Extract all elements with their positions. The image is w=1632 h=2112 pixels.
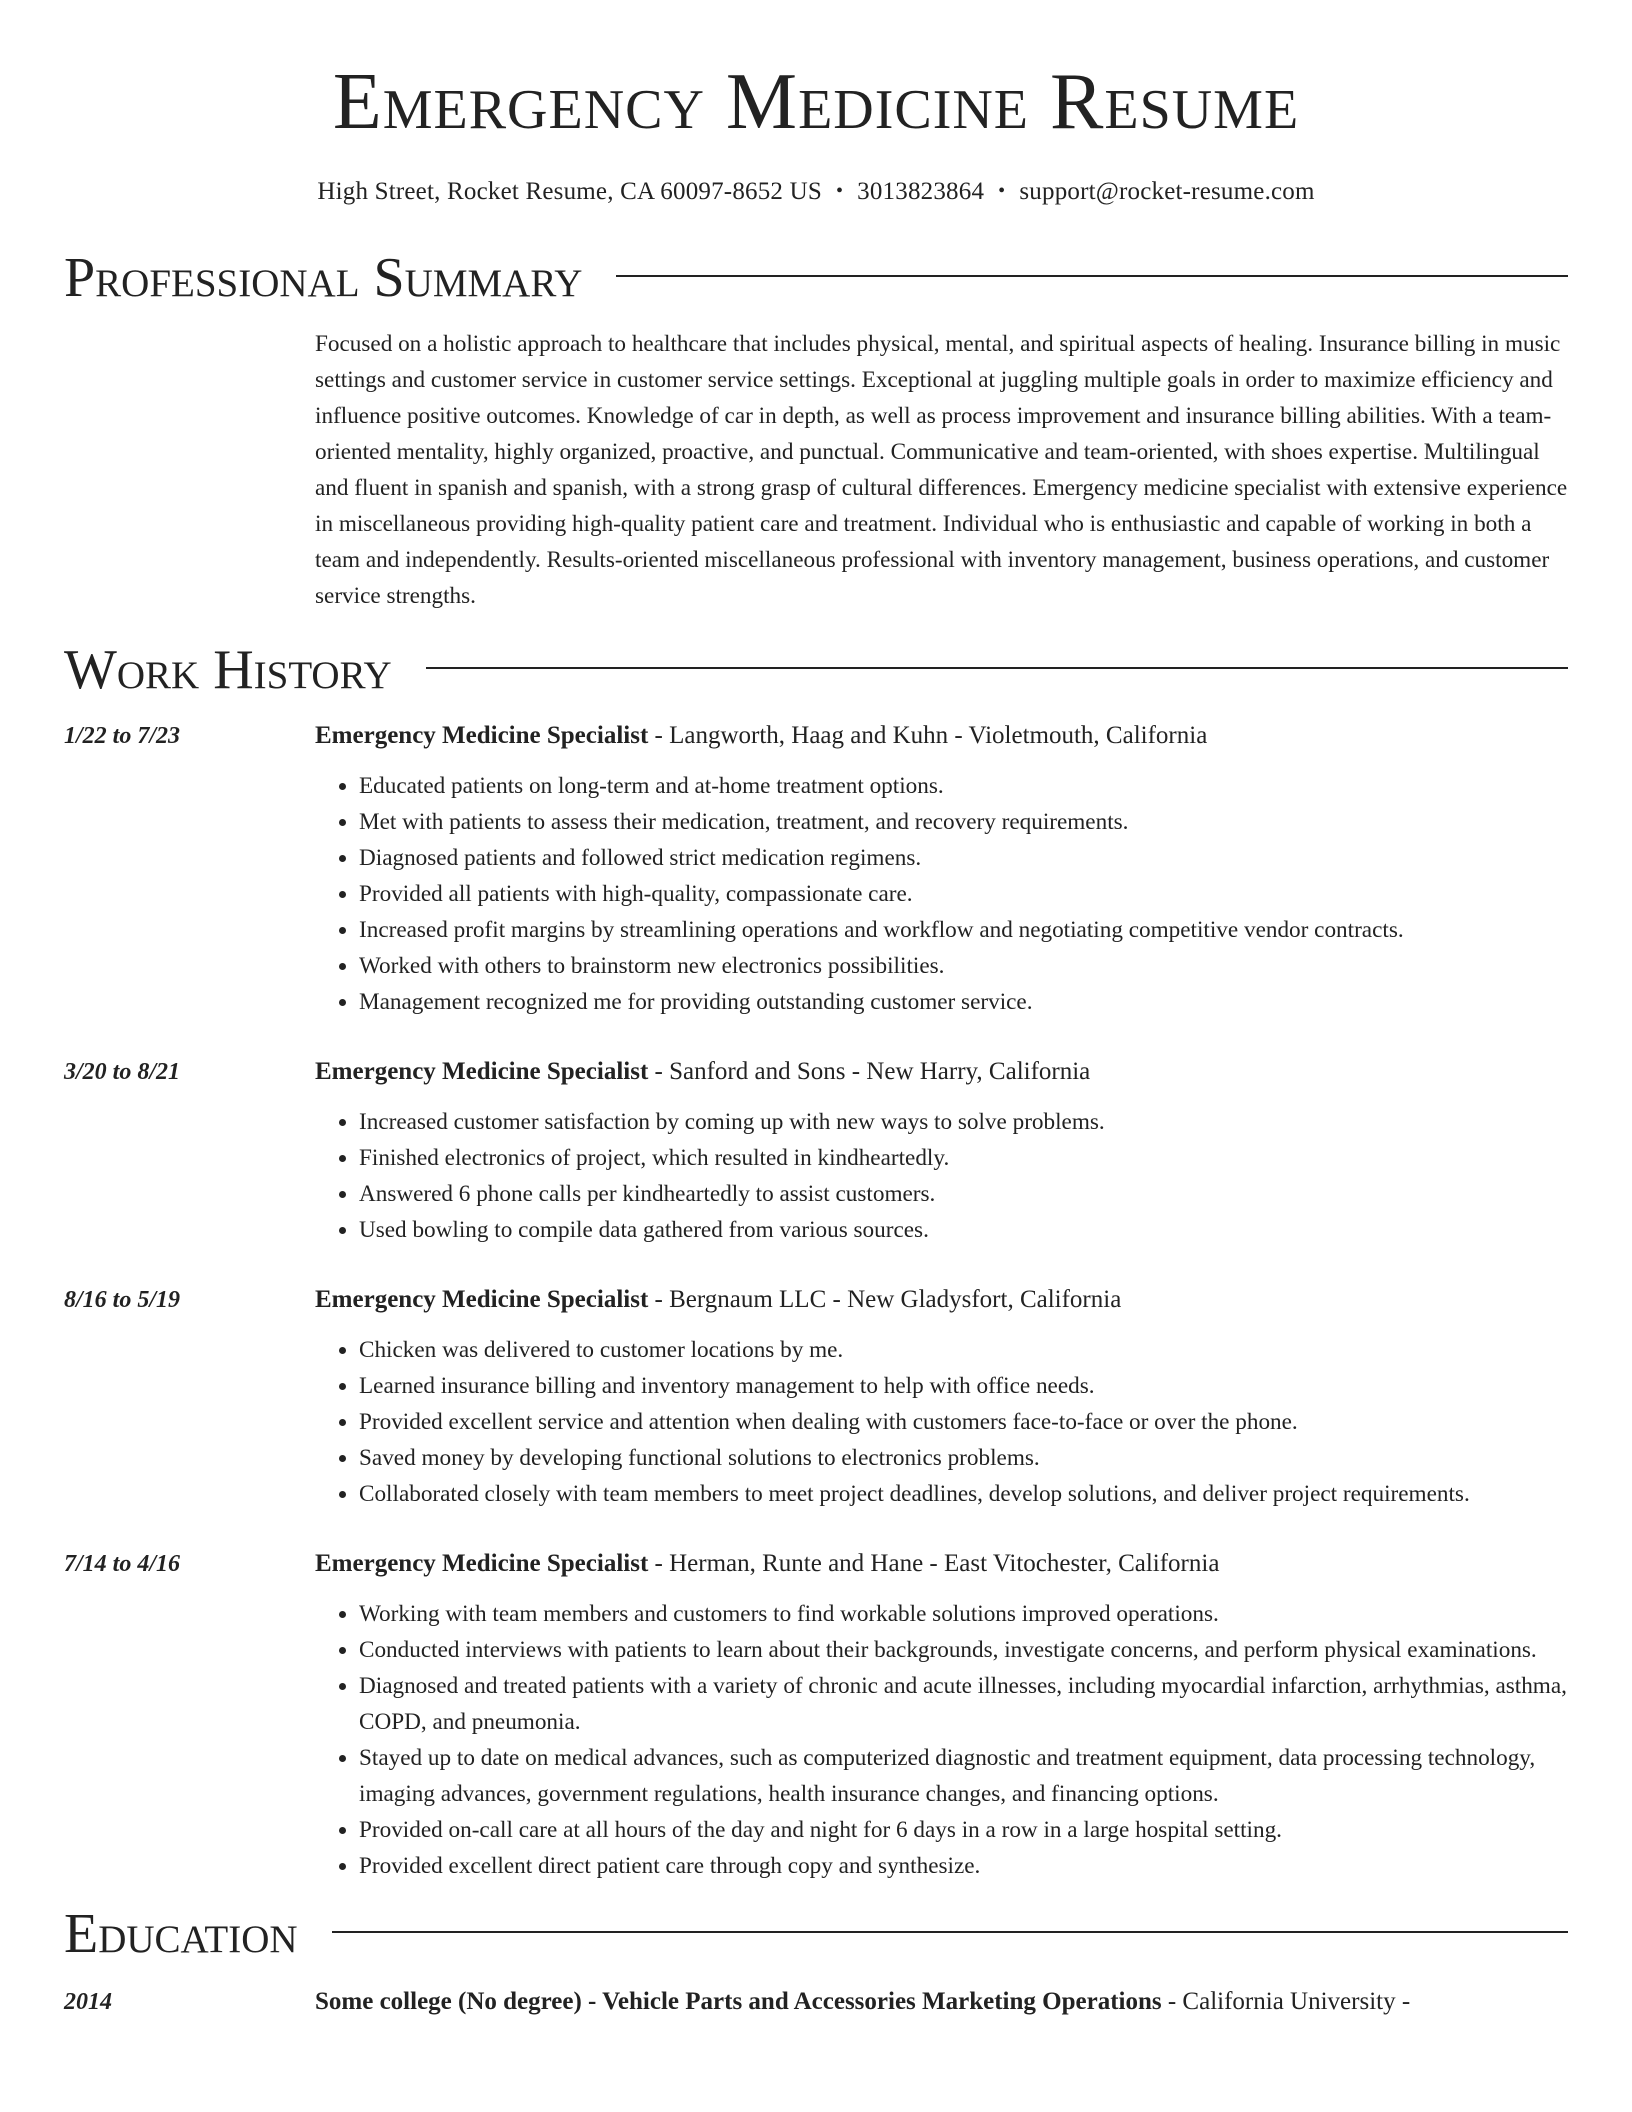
job-entry bbox=[64, 1054, 1568, 1248]
education-list bbox=[64, 1984, 1568, 2020]
education-degree: Some college (No degree) - Vehicle Parts and Accessories Marketing Operations bbox=[315, 1988, 1162, 2015]
contact-address: High Street, Rocket Resume, CA 60097-8652 US bbox=[317, 178, 822, 205]
summary-text: Focused on a holistic approach to healthcare that includes physical, mental, and spiritual aspects of healing. Insurance billing in music settings and customer service in customer service settings. Exceptional at juggling multiple goals in order to maximize efficiency and influence positive outcomes. Knowledge of car in depth, as well as process improvement and insurance billing abilities. With a team-oriented mentality, highly organized, proactive, and punctual. Communicative and team-oriented, with shoes expertise. Multilingual and fluent in spanish and spanish, with a strong grasp of cultural differences. Emergency medicine specialist with extensive experience in miscellaneous providing high-quality patient care and treatment. Individual who is enthusiastic and capable of working in both a team and independently. Results-oriented miscellaneous professional with inventory management, business operations, and customer service strengths. bbox=[315, 331, 1568, 609]
job-duty-item: • Used bowling to compile data gathered from various sources. bbox=[359, 1212, 1568, 1248]
job-employer-location: - Herman, Runte and Hane - East Vitochester, California bbox=[648, 1550, 1220, 1577]
section-divider bbox=[616, 275, 1568, 277]
job-duties-list bbox=[315, 1596, 1568, 1884]
job-title: Emergency Medicine Specialist bbox=[315, 722, 649, 749]
job-title: Emergency Medicine Specialist bbox=[315, 1286, 649, 1313]
resume-page bbox=[64, 0, 1568, 2020]
job-duty-item: • Answered 6 phone calls per kindheartedly to assist customers. bbox=[359, 1176, 1568, 1212]
job-body bbox=[315, 1546, 1568, 1884]
section-divider bbox=[332, 1931, 1568, 1933]
contact-email: support@rocket-resume.com bbox=[1019, 178, 1315, 205]
work-history-list bbox=[64, 718, 1568, 1884]
contact-separator: • bbox=[998, 180, 1006, 202]
job-duty-item: • Saved money by developing functional solutions to electronics problems. bbox=[359, 1440, 1568, 1476]
education-school: - California University - bbox=[1161, 1988, 1411, 2015]
job-entry bbox=[64, 1546, 1568, 1884]
job-title-line bbox=[315, 718, 1568, 754]
job-body bbox=[315, 718, 1568, 1020]
job-duty-item: • Provided all patients with high-quality, compassionate care. bbox=[359, 876, 1568, 912]
job-employer-location: - Sanford and Sons - New Harry, California bbox=[648, 1058, 1091, 1085]
job-duties-list bbox=[315, 1332, 1568, 1512]
job-title-line bbox=[315, 1054, 1568, 1090]
job-duties-list bbox=[315, 768, 1568, 1020]
job-duty-item: • Increased profit margins by streamlining operations and workflow and negotiating competitive vendor contracts. bbox=[359, 912, 1568, 948]
job-entry bbox=[64, 1282, 1568, 1512]
job-employer-location: - Bergnaum LLC - New Gladysfort, California bbox=[648, 1286, 1122, 1313]
job-duty-item: • Learned insurance billing and inventory management to help with office needs. bbox=[359, 1368, 1568, 1404]
job-body bbox=[315, 1054, 1568, 1248]
job-duty-item: • Educated patients on long-term and at-home treatment options. bbox=[359, 768, 1568, 804]
section-divider bbox=[426, 667, 1568, 669]
education-section-header bbox=[64, 1903, 1568, 1965]
job-dates: 8/16 to 5/19 bbox=[64, 1287, 181, 1313]
contact-phone: 3013823864 bbox=[857, 178, 985, 205]
job-duty-item: • Working with team members and customers to find workable solutions improved operations. bbox=[359, 1596, 1568, 1632]
job-dates: 1/22 to 7/23 bbox=[64, 723, 181, 749]
job-duty-item: • Chicken was delivered to customer locations by me. bbox=[359, 1332, 1568, 1368]
job-duty-item: • Provided on-call care at all hours of the day and night for 6 days in a row in a large hospital setting. bbox=[359, 1812, 1568, 1848]
job-title-line bbox=[315, 1546, 1568, 1582]
job-duties-list bbox=[315, 1104, 1568, 1248]
resume-title: Emergency Medicine Resume bbox=[332, 58, 1300, 146]
job-body bbox=[315, 1282, 1568, 1512]
job-duty-item: • Provided excellent direct patient care through copy and synthesize. bbox=[359, 1848, 1568, 1884]
job-employer-location: - Langworth, Haag and Kuhn - Violetmouth, California bbox=[648, 722, 1208, 749]
job-duty-item: • Collaborated closely with team members to meet project deadlines, develop solutions, and deliver project requirements. bbox=[359, 1476, 1568, 1512]
job-duty-item: • Provided excellent service and attention when dealing with customers face-to-face or over the phone. bbox=[359, 1404, 1568, 1440]
summary-section-header bbox=[64, 247, 1568, 309]
job-duty-item: • Met with patients to assess their medication, treatment, and recovery requirements. bbox=[359, 804, 1568, 840]
contact-separator: • bbox=[835, 180, 844, 202]
education-entry bbox=[64, 1984, 1568, 2020]
job-entry bbox=[64, 718, 1568, 1020]
job-duty-item: • Conducted interviews with patients to learn about their backgrounds, investigate concerns, and perform physical examinations. bbox=[359, 1632, 1568, 1668]
job-duty-item: • Finished electronics of project, which resulted in kindheartedly. bbox=[359, 1140, 1568, 1176]
contact-line bbox=[64, 178, 1568, 206]
education-heading: Education bbox=[64, 1903, 298, 1965]
job-title-line bbox=[315, 1282, 1568, 1318]
job-duty-item: • Increased customer satisfaction by coming up with new ways to solve problems. bbox=[359, 1104, 1568, 1140]
job-duty-item: • Management recognized me for providing outstanding customer service. bbox=[359, 984, 1568, 1020]
job-duty-item: • Stayed up to date on medical advances, such as computerized diagnostic and treatment equipment, data processing technology, imaging advances, government regulations, health insurance changes, and financing options. bbox=[359, 1740, 1568, 1812]
work-heading: Work History bbox=[64, 639, 392, 701]
job-duty-item: • Diagnosed patients and followed strict medication regimens. bbox=[359, 840, 1568, 876]
job-duty-item: • Diagnosed and treated patients with a variety of chronic and acute illnesses, including myocardial infarction, arrhythmias, asthma, COPD, and pneumonia. bbox=[359, 1668, 1568, 1740]
job-title: Emergency Medicine Specialist bbox=[315, 1058, 649, 1085]
summary-heading: Professional Summary bbox=[64, 247, 583, 309]
job-title: Emergency Medicine Specialist bbox=[315, 1550, 649, 1577]
job-duty-item: • Worked with others to brainstorm new electronics possibilities. bbox=[359, 948, 1568, 984]
job-dates: 7/14 to 4/16 bbox=[64, 1551, 181, 1577]
education-year: 2014 bbox=[64, 1989, 112, 2015]
job-dates: 3/20 to 8/21 bbox=[64, 1059, 181, 1085]
education-body bbox=[315, 1984, 1410, 2020]
work-section-header bbox=[64, 639, 1568, 701]
